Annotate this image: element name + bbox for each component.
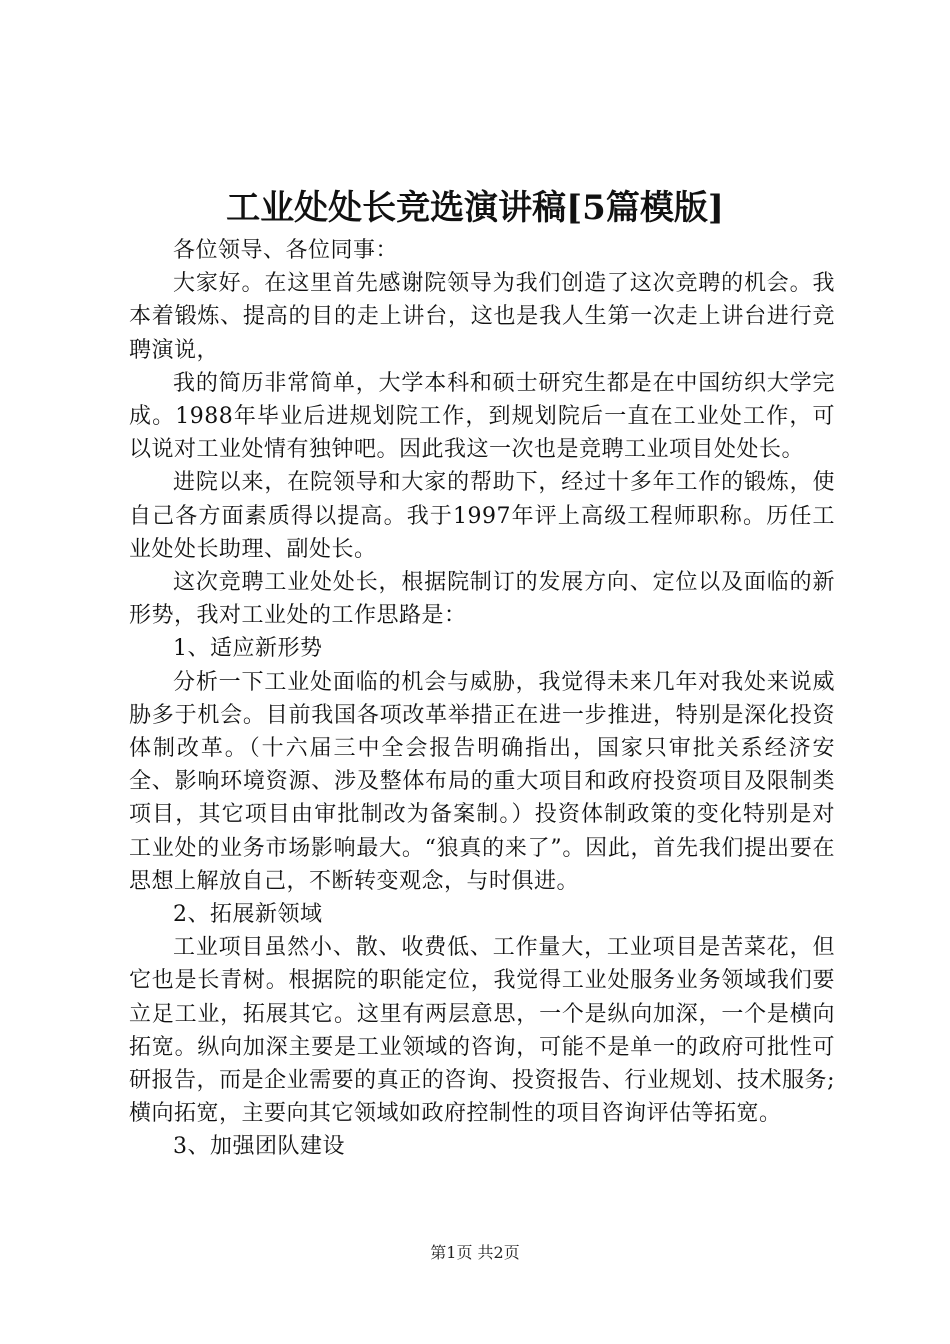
paragraph: 工业项目虽然小、散、收费低、工作量大，工业项目是苦菜花，但它也是长青树。根据院的职能定位，我觉得工业处服务业务领域我们要立足工业，拓展其它。这里有两层意思，一个是纵向加深，一个是横向拓宽。纵向加深主要是工业领域的咨询，可能不是单一的政府可批性可研报告，而是企业需要的真正的咨询、投资报告、行业规划、技术服务;横向拓宽，主要向其它领域如政府控制性的项目咨询评估等拓宽。 <box>129 935 835 1127</box>
paragraph: 大家好。在这里首先感谢院领导为我们创造了这次竞聘的机会。我本着锻炼、提高的目的走上讲台，这也是我人生第一次走上讲台进行竞聘演说， <box>129 271 835 363</box>
salutation: 各位领导、各位同事： <box>173 238 399 263</box>
section-heading: 2、拓展新领域 <box>173 902 323 928</box>
page-footer: 第1页 共2页 <box>430 1243 520 1262</box>
paragraph: 进院以来，在院领导和大家的帮助下，经过十多年工作的锻炼，使自己各方面素质得以提高。我于1997年评上高级工程师职称。历任工业处处长助理、副处长。 <box>129 470 835 562</box>
document-title: 工业处处长竞选演讲稿[5篇模版] <box>226 188 724 228</box>
section-heading: 3、加强团队建设 <box>173 1134 345 1160</box>
paragraph: 分析一下工业处面临的机会与威胁，我觉得未来几年对我处来说威胁多于机会。目前我国各项改革举措正在进一步推进，特别是深化投资体制改革。（十六届三中全会报告明确指出，国家只审批关系经济安全、影响环境资源、涉及整体布局的重大项目和政府投资项目及限制类项目，其它项目由审批制改为备案制。）投资体制政策的变化特别是对工业处的业务市场影响最大。“狼真的来了”。因此，首先我们提出要在思想上解放自己，不断转变观念，与时俱进。 <box>129 669 835 894</box>
document-body <box>129 234 835 1164</box>
paragraph: 这次竞聘工业处处长，根据院制订的发展方向、定位以及面临的新形势，我对工业处的工作思路是： <box>129 570 835 629</box>
paragraph: 我的简历非常简单，大学本科和硕士研究生都是在中国纺织大学完成。1988年毕业后进规划院工作，到规划院后一直在工业处工作，可以说对工业处情有独钟吧。因此我这一次也是竞聘工业项目处处长。 <box>129 370 835 463</box>
section-heading: 1、适应新形势 <box>173 636 323 662</box>
